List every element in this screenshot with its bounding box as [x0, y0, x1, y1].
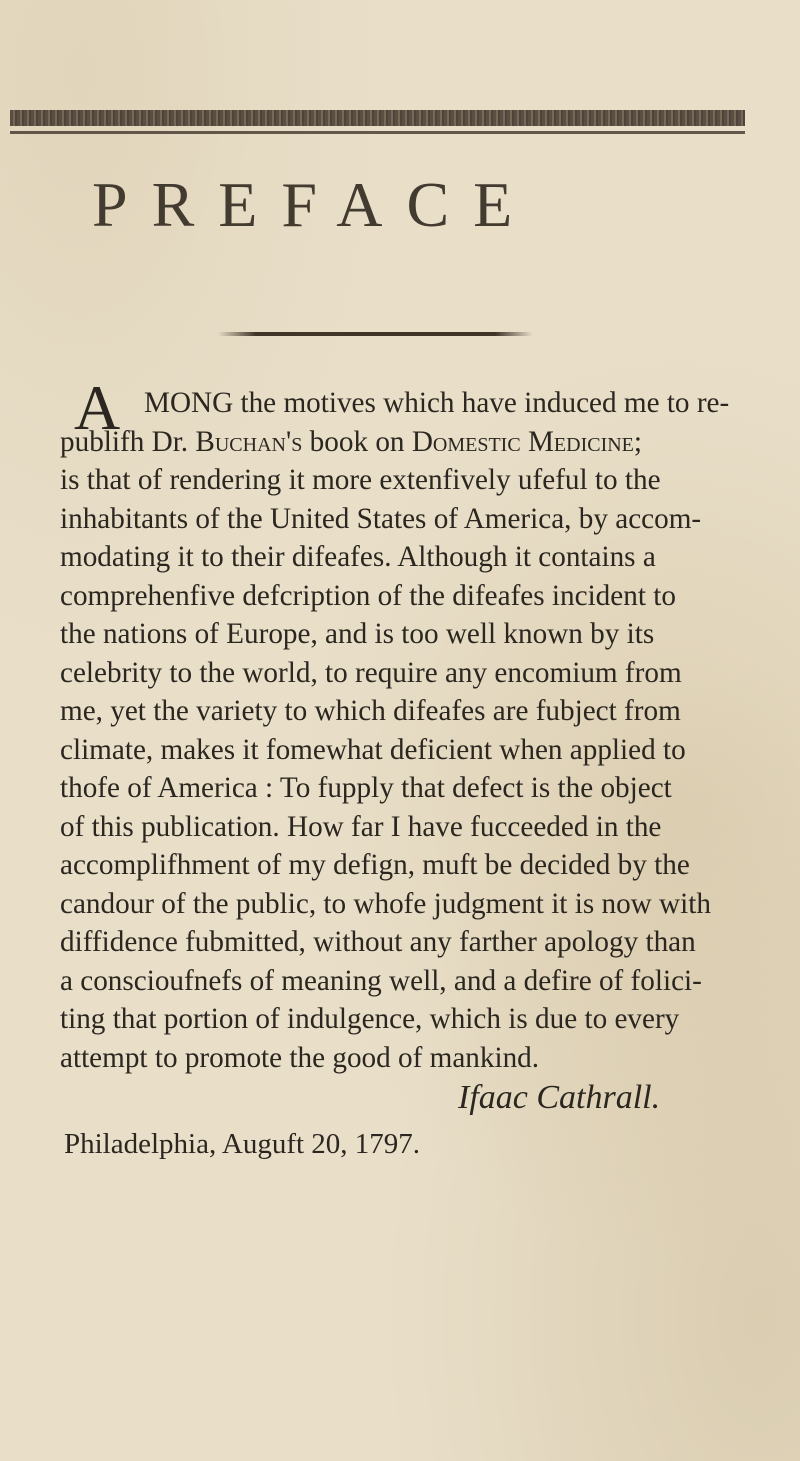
first-line-rest: the motives which have induced me to re- [240, 387, 730, 419]
drop-cap: A [74, 372, 121, 443]
preface-line: climate, makes it fomewhat deficient when applied to [60, 733, 686, 766]
preface-line: the nations of Europe, and is too well known by its [60, 618, 655, 650]
preface-line: comprehenfive defcription of the difeafes incident to [60, 579, 676, 612]
author-name: Buchan's [195, 425, 303, 458]
preface-line: modating it to their difeafes. Although it contains a [60, 541, 656, 573]
preface-line: of this publication. How far I have fucceeded in the [60, 810, 662, 843]
preface-line: ting that portion of indulgence, which is due to every [60, 1003, 680, 1035]
preface-line: is that of rendering it more extenfively ufeful to the [60, 464, 661, 496]
title-divider-rule [218, 332, 533, 336]
first-word-rest: MONG [144, 387, 234, 419]
preface-line: candour of the public, to whofe judgment it is now with [60, 887, 711, 920]
preface-body [60, 372, 760, 1077]
page-title: PREFACE [92, 169, 537, 240]
preface-line: me, yet the variety to which difeafes are fubject from [60, 695, 681, 727]
preface-line: a conscioufnefs of meaning well, and a defire of folici- [60, 964, 702, 997]
dateline: Philadelphia, Auguft 20, 1797. [64, 1128, 421, 1160]
signature: Ifaac Cathrall. [458, 1079, 661, 1116]
preface-line: thofe of America : To fupply that defect is the object [60, 772, 672, 804]
book-title: Domestic Medicine; [411, 425, 643, 458]
header-ornament-rule [10, 110, 745, 126]
preface-line: celebrity to the world, to require any encomium from [60, 656, 682, 689]
preface-line: diffidence fubmitted, without any farther apology than [60, 926, 696, 958]
preface-line: attempt to promote the good of mankind. [60, 1041, 540, 1074]
preface-line: inhabitants of the United States of America, by accom- [60, 502, 702, 535]
preface-line-2: publifh Dr. Buchan's book on Domestic Medicine; [60, 425, 643, 458]
header-thin-rule [10, 131, 745, 134]
preface-line: accomplifhment of my defign, muft be decided by the [60, 849, 690, 881]
